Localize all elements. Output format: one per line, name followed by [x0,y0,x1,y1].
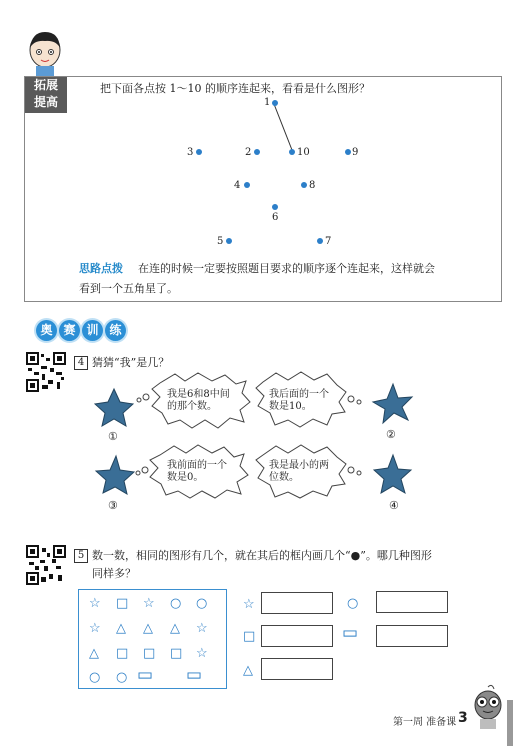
speech-2-line1: 我后面的一个 [269,389,329,400]
page-number: 3 [458,710,468,726]
shape-r1c2: □ [116,596,129,611]
shape-r1c4: ○ [170,596,182,611]
banner-char-4: 练 [105,320,126,341]
answer-box-square[interactable] [261,625,333,647]
answer-star-icon: ☆ [243,597,255,612]
q4-number: 4 [74,356,88,370]
q5-text-line2: 同样多？ [92,567,136,580]
dot-label-1: 1 [264,97,271,108]
shape-r2c3: △ [143,621,153,636]
answer-box-triangle[interactable] [261,658,333,680]
speech-2 [269,389,329,413]
tip-line1: 在连的时候一定要按照题目要求的顺序逐个连起来，这样就会 [138,262,435,275]
banner-char-2: 赛 [59,320,80,341]
speech-4-line2: 位数。 [269,472,299,483]
answer-triangle-icon: △ [243,663,253,678]
tag-line1: 拓展 [33,78,58,92]
dot-label-3: 3 [187,147,194,158]
dot-label-5: 5 [217,236,224,247]
q5-number: 5 [74,549,88,563]
shape-r3c5: ☆ [196,646,208,661]
speech-4 [269,460,329,484]
footer-text: 第一周 准备课 [393,717,457,728]
q4-question: 猜猜“我”是几？ [92,356,170,369]
answer-circle-icon: ○ [347,596,359,611]
dot-label-9: 9 [352,147,359,158]
shape-r3c4: □ [170,646,183,661]
answer-box-rectangle[interactable] [376,625,448,647]
shape-r3c3: □ [143,646,156,661]
banner-char-1: 奥 [36,320,57,341]
shape-r1c1: ☆ [89,596,101,611]
shape-r1c3: ☆ [143,596,155,611]
speech-3-line2: 数是0。 [167,472,204,483]
label-3: ③ [108,499,118,512]
shape-r4c2: ○ [116,670,128,685]
tag-line2: 提高 [33,95,58,109]
shape-r4c3: ▭ [137,665,154,685]
shape-r2c1: ☆ [89,621,101,636]
answer-box-circle[interactable] [376,591,448,613]
label-2: ② [386,428,396,441]
banner-char-3: 训 [82,320,103,341]
speech-1 [167,389,230,413]
label-1: ① [108,430,118,443]
shape-r4c1: ○ [89,670,101,685]
tip-title: 思路点拨 [79,262,123,275]
shape-r2c4: △ [170,621,180,636]
answer-rectangle-icon: ▭ [342,623,359,643]
mascot-illustration [470,683,506,729]
speech-1-line2: 的那个数。 [167,401,217,412]
dot-label-7: 7 [325,236,332,247]
label-4: ④ [389,499,399,512]
shape-r1c5: ○ [196,596,208,611]
tip-line2: 看到一个五角星了。 [79,282,178,295]
page-edge-bar [507,700,513,746]
extension-question: 把下面各点按 1～10 的顺序连起来，看看是什么图形？ [100,82,370,95]
shape-r4c4: ▭ [186,665,203,685]
speech-1-line1: 我是6和8中间 [167,389,230,400]
shape-r2c5: ☆ [196,621,208,636]
speech-3 [167,460,227,484]
dot-label-10: 10 [297,147,310,158]
shape-r3c2: □ [116,646,129,661]
speech-4-line1: 我是最小的两 [269,460,329,471]
shape-r2c2: △ [116,621,126,636]
dot-label-8: 8 [309,180,316,191]
answer-square-icon: □ [243,629,256,644]
speech-3-line1: 我前面的一个 [167,460,227,471]
dot-label-2: 2 [245,147,252,158]
dot-label-6: 6 [272,212,279,223]
qr-code-icon-2[interactable] [26,545,66,585]
speech-2-line2: 数是10。 [269,401,312,412]
dot-label-4: 4 [234,180,241,191]
q5-line1: 数一数，相同的图形有几个，就在其后的框内画几个“●”。哪几种图形 [92,549,432,562]
shape-r3c1: △ [89,646,99,661]
q5-text-line1 [74,547,432,563]
answer-box-star[interactable] [261,592,333,614]
